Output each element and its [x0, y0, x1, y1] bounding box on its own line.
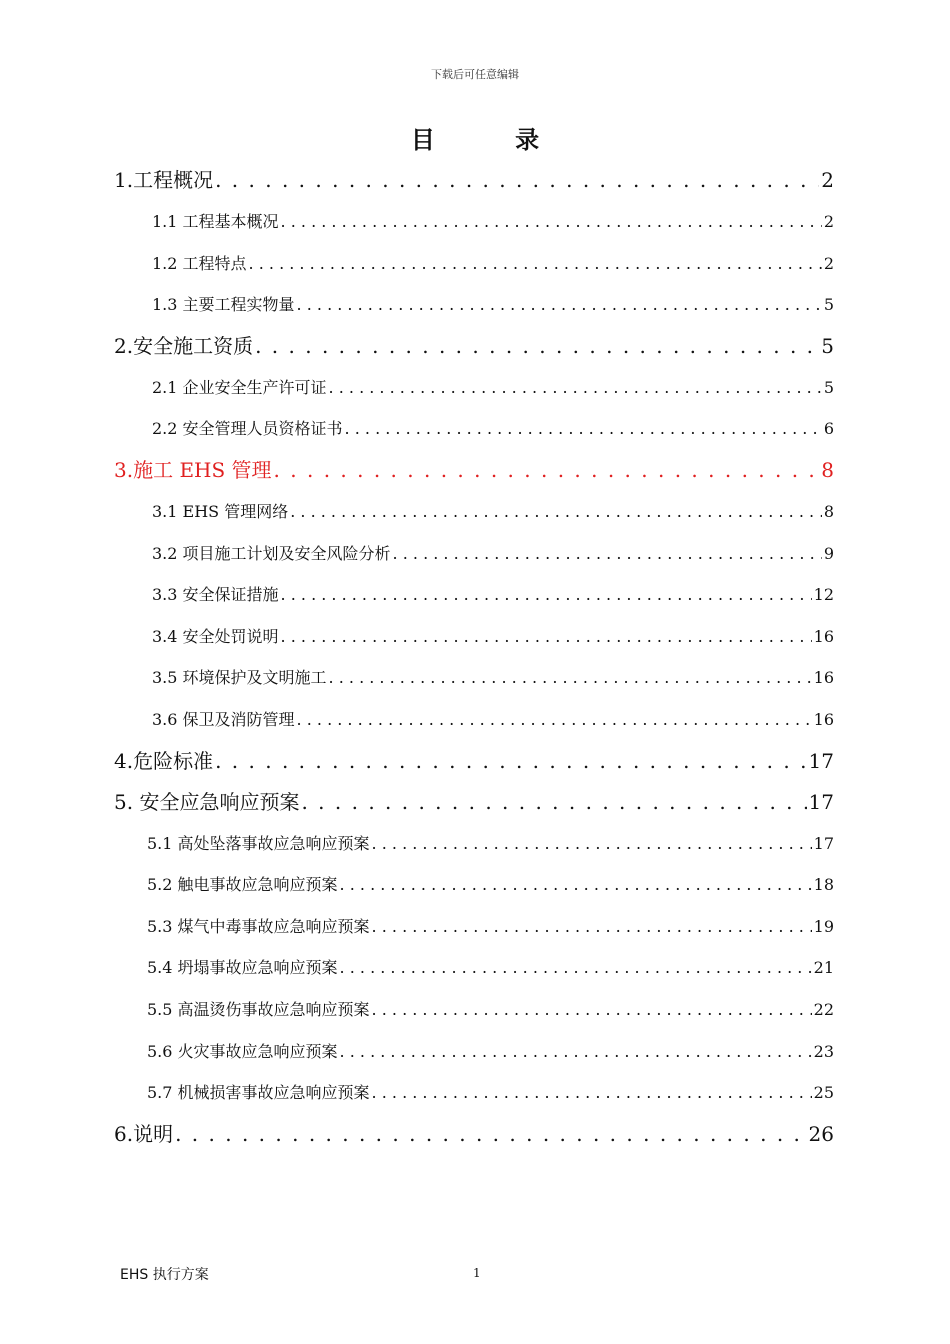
toc-entry-label: 3.3 安全保证措施 [152, 585, 279, 605]
toc-entry-page: 17 [808, 789, 834, 814]
toc-entry-page: 2 [821, 168, 834, 192]
toc-entry-page: 2 [823, 253, 834, 273]
toc-entry-chapter[interactable] [114, 160, 834, 201]
toc-dot-leader [281, 201, 822, 243]
toc-entry-section[interactable] [114, 574, 834, 616]
toc-dot-leader [372, 823, 812, 865]
toc-entry-page: 23 [813, 1041, 834, 1061]
toc-entry-label: 3.6 保卫及消防管理 [152, 709, 295, 729]
toc-entry-section[interactable] [114, 699, 834, 741]
toc-entry-page: 9 [823, 543, 834, 563]
toc-dot-leader [274, 450, 820, 491]
toc-entry-section[interactable] [114, 616, 834, 658]
toc-dot-leader [372, 1072, 812, 1114]
toc-entry-page: 22 [813, 999, 834, 1019]
toc-entry-label: 4.危险标准 [114, 748, 214, 773]
toc-dot-leader [345, 408, 822, 450]
toc-dot-leader [340, 1031, 812, 1073]
toc-dot-leader [393, 533, 822, 575]
toc-entry-page: 18 [813, 875, 834, 895]
toc-entry-label: 5.3 煤气中毒事故应急响应预案 [147, 916, 370, 936]
toc-dot-leader [215, 160, 819, 201]
toc-entry-chapter[interactable] [114, 1114, 834, 1155]
toc-entry-section[interactable] [114, 284, 834, 326]
toc-entry-page: 16 [813, 668, 834, 688]
toc-entry-section[interactable] [114, 533, 834, 575]
toc-entry-label: 1.3 主要工程实物量 [152, 295, 295, 315]
toc-dot-leader [372, 989, 812, 1031]
toc-entry-label: 2.1 企业安全生产许可证 [152, 377, 327, 397]
toc-dot-leader [255, 326, 819, 367]
footer-document-name: EHS 执行方案 [120, 1267, 209, 1283]
toc-entry-label: 5.4 坍塌事故应急响应预案 [147, 958, 338, 978]
toc-entry-section[interactable] [114, 1031, 834, 1073]
toc-entry-label: 1.1 工程基本概况 [152, 212, 279, 231]
toc-entry-label: 5.1 高处坠落事故应急响应预案 [147, 833, 370, 853]
toc-dot-leader [340, 864, 812, 906]
toc-entry-section[interactable] [114, 823, 834, 865]
toc-entry-page: 8 [821, 457, 834, 482]
toc-entry-page: 16 [813, 709, 834, 729]
table-of-contents [114, 160, 834, 1155]
toc-entry-chapter[interactable] [114, 741, 834, 782]
toc-entry-section[interactable] [114, 1072, 834, 1114]
toc-entry-page: 5 [823, 377, 834, 397]
toc-entry-chapter[interactable] [114, 782, 834, 823]
toc-entry-section[interactable] [114, 989, 834, 1031]
toc-entry-label: 3.4 安全处罚说明 [152, 626, 279, 646]
toc-dot-leader [249, 243, 822, 285]
toc-entry-page: 5 [823, 295, 834, 315]
toc-entry-label: 3.1 EHS 管理网络 [152, 501, 289, 521]
toc-dot-leader [290, 491, 822, 533]
toc-dot-leader [215, 741, 806, 782]
toc-dot-leader [329, 657, 812, 699]
toc-dot-leader [297, 284, 822, 326]
toc-dot-leader [297, 699, 812, 741]
toc-dot-leader [372, 906, 812, 948]
toc-dot-leader [175, 1114, 806, 1155]
toc-entry-section[interactable] [114, 408, 834, 450]
header-note: 下载后可任意编辑 [431, 68, 519, 81]
toc-entry-section[interactable] [114, 367, 834, 409]
toc-dot-leader [281, 616, 812, 658]
toc-entry-page: 17 [808, 748, 834, 773]
toc-entry-section[interactable] [114, 491, 834, 533]
toc-entry-label: 5.7 机械损害事故应急响应预案 [147, 1083, 370, 1103]
toc-dot-leader [301, 782, 806, 823]
toc-entry-label: 3.5 环境保护及文明施工 [152, 668, 327, 688]
toc-entry-label: 3.2 项目施工计划及安全风险分析 [152, 543, 391, 563]
toc-entry-page: 19 [813, 916, 834, 936]
toc-entry-section[interactable] [114, 947, 834, 989]
toc-entry-page: 26 [808, 1121, 834, 1146]
toc-entry-label: 1.工程概况 [114, 168, 214, 192]
toc-entry-page: 6 [823, 419, 834, 439]
toc-dot-leader [329, 367, 822, 409]
toc-entry-chapter[interactable] [114, 326, 834, 367]
toc-entry-section[interactable] [114, 201, 834, 243]
toc-entry-label: 5.2 触电事故应急响应预案 [147, 875, 338, 895]
toc-entry-section[interactable] [114, 864, 834, 906]
toc-entry-chapter[interactable] [114, 450, 834, 491]
toc-entry-section[interactable] [114, 906, 834, 948]
toc-entry-page: 21 [813, 958, 834, 978]
toc-entry-page: 5 [821, 333, 834, 358]
toc-entry-page: 25 [813, 1083, 834, 1103]
toc-entry-label: 5.6 火灾事故应急响应预案 [147, 1041, 338, 1061]
toc-entry-page: 8 [823, 501, 834, 521]
toc-entry-page: 17 [813, 833, 834, 853]
toc-entry-label: 3.施工 EHS 管理 [114, 457, 272, 482]
toc-dot-leader [340, 947, 812, 989]
toc-entry-section[interactable] [114, 243, 834, 285]
toc-entry-label: 1.2 工程特点 [152, 253, 247, 273]
toc-entry-page: 2 [823, 212, 834, 231]
toc-entry-label: 5.5 高温烫伤事故应急响应预案 [147, 999, 370, 1019]
toc-entry-label: 2.2 安全管理人员资格证书 [152, 419, 343, 439]
toc-entry-label: 5. 安全应急响应预案 [114, 789, 300, 814]
footer-page-number: 1 [473, 1266, 481, 1280]
toc-dot-leader [281, 574, 812, 616]
toc-entry-page: 16 [813, 626, 834, 646]
toc-entry-label: 2.安全施工资质 [114, 333, 254, 358]
toc-entry-page: 12 [813, 585, 834, 605]
toc-entry-section[interactable] [114, 657, 834, 699]
page-title: 目 录 [410, 125, 576, 154]
toc-entry-label: 6.说明 [114, 1121, 174, 1146]
